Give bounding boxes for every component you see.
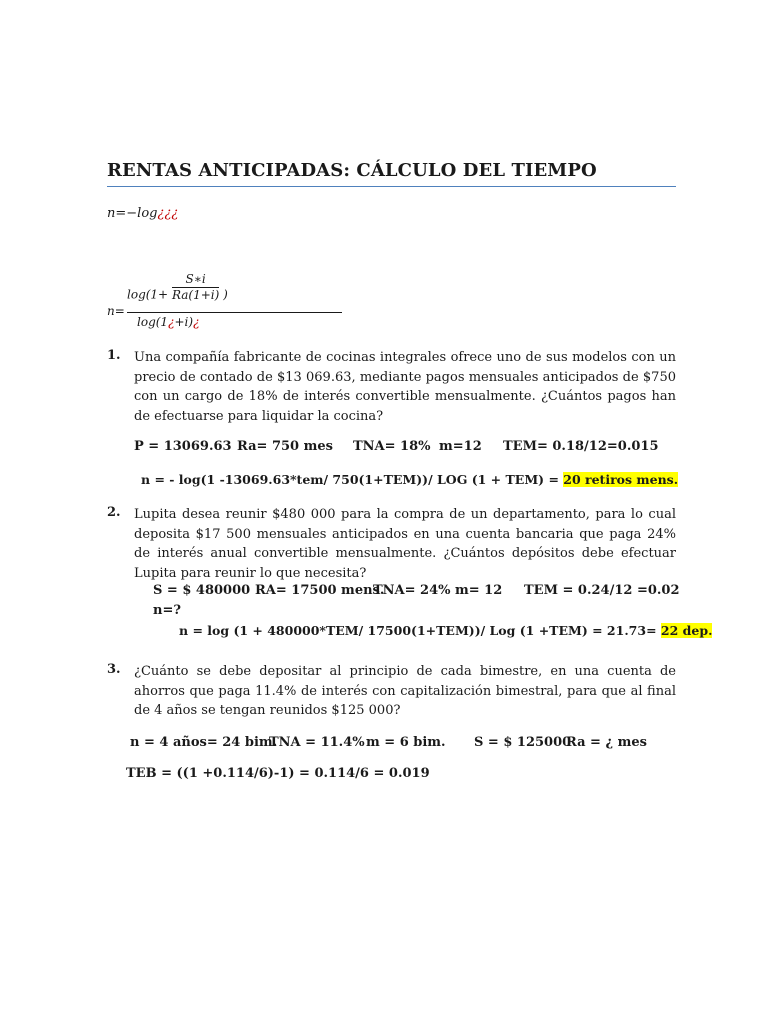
problem-1-ra: Ra= 750 mes xyxy=(237,439,333,454)
den-log: log(1 xyxy=(137,315,169,329)
den-q2: ¿ xyxy=(193,315,200,329)
den-q1: ¿ xyxy=(168,315,175,329)
formula-1-lhs: n=−log xyxy=(107,206,158,221)
formula-2-n: n= xyxy=(107,304,125,318)
problem-2-unknown: n=? xyxy=(153,603,181,618)
problem-2-text: Lupita desea reunir $480 000 para la compra de un departamento, para lo cual deposita $17 500 mensuales anticipados en una cuenta bancaria que paga 24% de interés anual convertible mensualmente. ¿Cuántos depósitos debe efectuar Lupita para reunir lo que necesita? xyxy=(134,507,676,581)
formula-2 xyxy=(107,272,247,332)
problem-1-p: P = 13069.63 xyxy=(134,439,232,454)
problem-2-ra: RA= 17500 mens. xyxy=(255,583,385,598)
problem-2-number: 2. xyxy=(107,505,121,520)
fraction-top: S∗i xyxy=(185,272,206,286)
problem-3-n: n = 4 años= 24 bim. xyxy=(130,735,278,750)
problem-2-solution-text: n = log (1 + 480000*TEM/ 17500(1+TEM))/ Log (1 +TEM) = 21.73= xyxy=(179,623,661,638)
problem-3-ra: Ra = ¿ mes xyxy=(566,735,647,750)
problem-1-solution xyxy=(141,472,678,487)
problem-2-tem: TEM = 0.24/12 =0.02 xyxy=(524,583,680,598)
title-underline xyxy=(107,186,676,187)
problem-1-m: m=12 xyxy=(439,439,482,454)
problem-2-solution xyxy=(179,623,712,638)
numerator-fraction xyxy=(172,272,219,302)
problem-1-solution-text: n = - log(1 -13069.63*tem/ 750(1+TEM))/ LOG (1 + TEM) = xyxy=(141,472,564,487)
main-fraction-bar xyxy=(127,312,342,313)
numerator-log: log(1+ xyxy=(127,287,169,302)
problem-2-tna: TNA= 24% xyxy=(373,583,451,598)
problem-1-number: 1. xyxy=(107,348,121,363)
problem-2-s: S = $ 480000 xyxy=(153,583,251,598)
problem-3-teb: TEB = ((1 +0.114/6)-1) = 0.114/6 = 0.019 xyxy=(126,766,430,781)
problem-3-s: S = $ 125000 xyxy=(474,735,572,750)
problem-3-m: m = 6 bim. xyxy=(366,735,446,750)
problem-3-text: ¿Cuánto se debe depositar al principio de cada bimestre, en una cuenta de ahorros que paga 11.4% de interés con capitalización bimestral, para que al final de 4 años se tengan reunidos $125 000? xyxy=(134,664,676,718)
fraction-bottom: Ra(1+i) xyxy=(171,288,220,302)
problem-2-m: m= 12 xyxy=(455,583,503,598)
numerator-close: ) xyxy=(223,287,228,302)
formula-2-denominator xyxy=(137,315,200,329)
den-mid: +i) xyxy=(174,315,194,329)
problem-1-text: Una compañía fabricante de cocinas integrales ofrece uno de sus modelos con un precio de contado de $13 069.63, mediante pagos mensuales anticipados de $750 con un cargo de 18% de interés convertible mensualmente. ¿Cuántos pagos han de efectuarse para liquidar la cocina? xyxy=(134,350,676,424)
problem-1-tem: TEM= 0.18/12=0.015 xyxy=(503,439,659,454)
problem-2-answer: 22 dep. xyxy=(660,623,713,638)
problem-1-answer: 20 retiros mens. xyxy=(563,472,679,487)
formula-1 xyxy=(107,206,178,221)
problem-1-tna: TNA= 18% xyxy=(353,439,431,454)
problem-3-number: 3. xyxy=(107,662,121,677)
formula-1-rhs: ¿¿¿ xyxy=(157,206,179,221)
problem-3-tna: TNA = 11.4% xyxy=(269,735,365,750)
page-title: RENTAS ANTICIPADAS: CÁLCULO DEL TIEMPO xyxy=(107,160,597,181)
formula-2-numerator xyxy=(127,272,228,310)
